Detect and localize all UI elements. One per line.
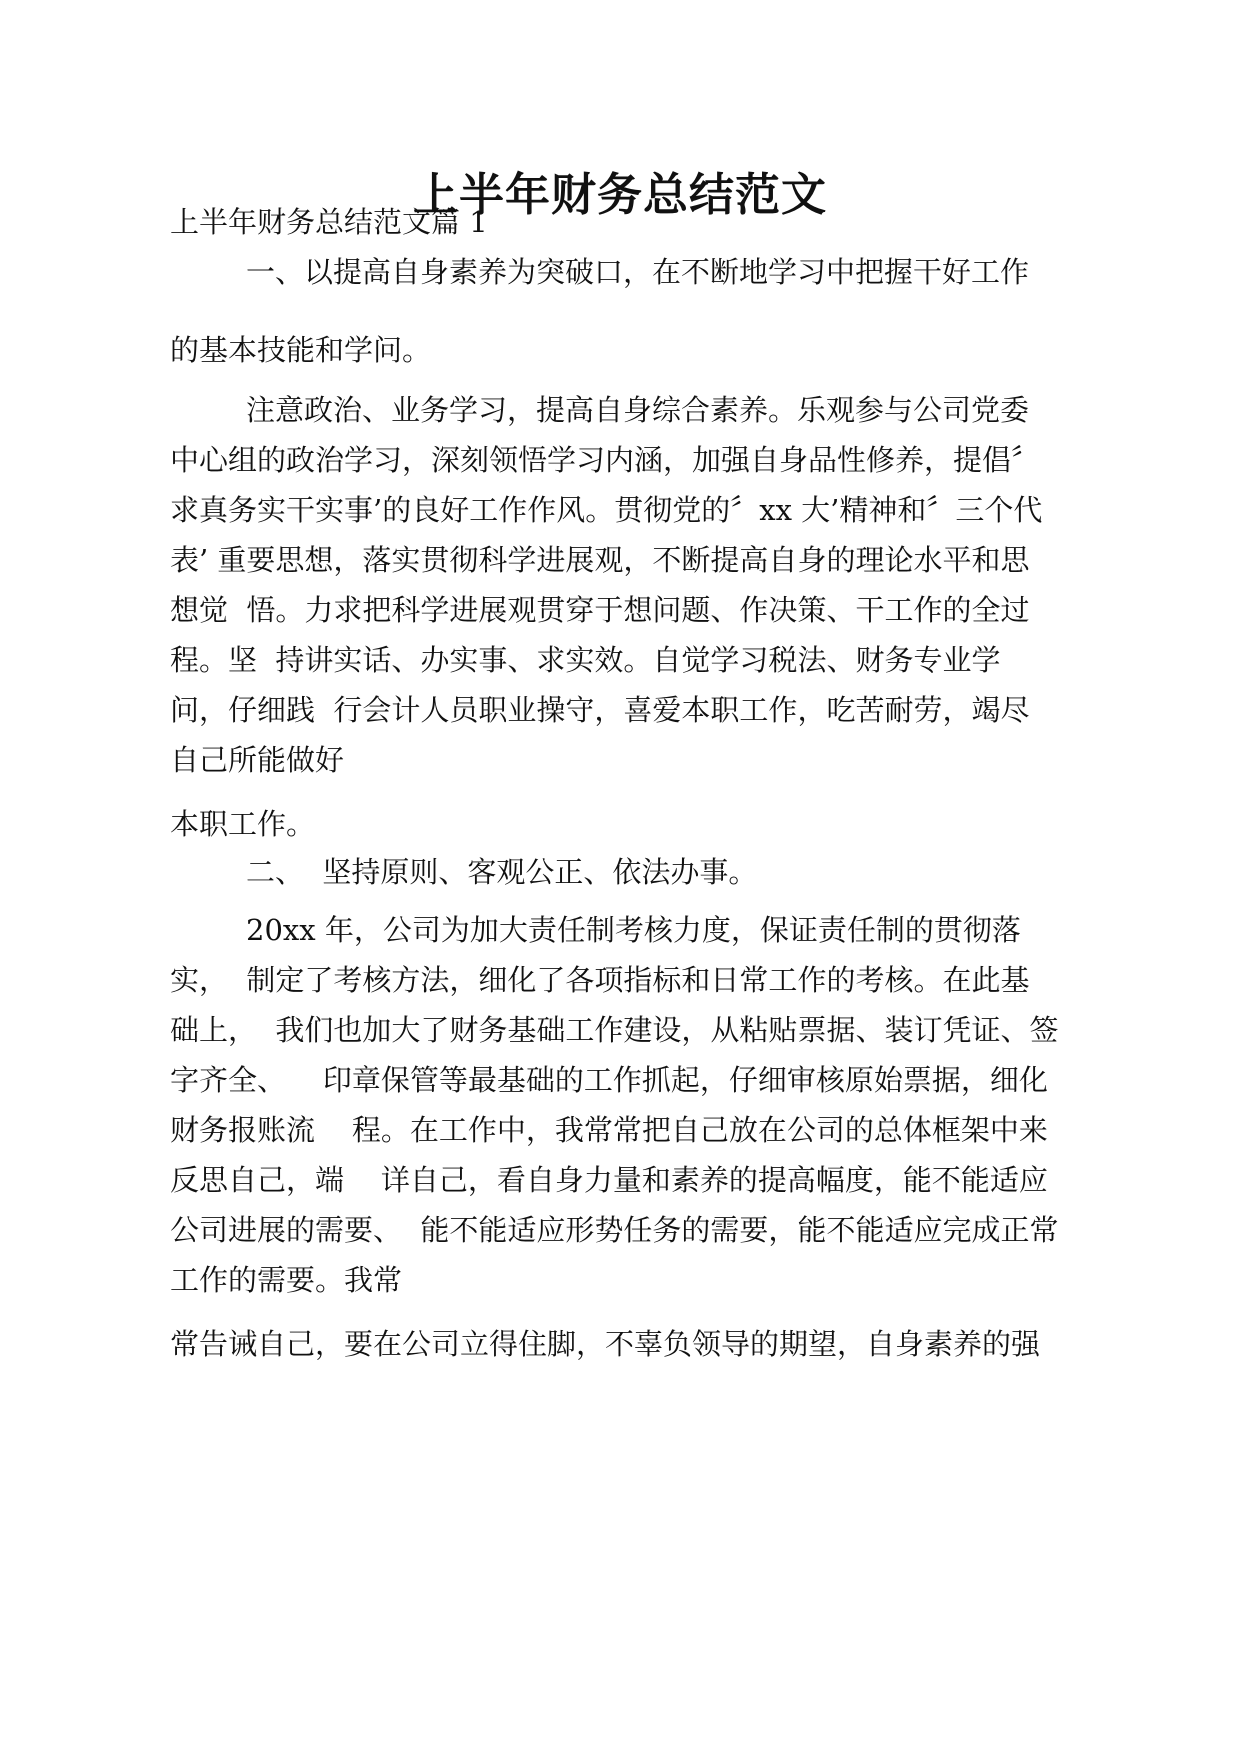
section-heading: 二、 坚持原则、客观公正、依法办事。: [246, 855, 758, 889]
section-heading: 上半年财务总结范文篇 1: [170, 205, 488, 239]
paragraph-line: 反思自己，端 详自己，看自身力量和素养的提高幅度，能不能适应: [170, 1163, 1048, 1197]
paragraph-line: 础上， 我们也加大了财务基础工作建设，从粘贴票据、装订凭证、签: [170, 1013, 1059, 1047]
paragraph-line: 想觉 悟。力求把科学进展观贯穿于想问题、作决策、干工作的全过: [170, 593, 1030, 627]
paragraph-line: 财务报账流 程。在工作中，我常常把自己放在公司的总体框架中来: [170, 1113, 1048, 1147]
paragraph-line: 本职工作。: [170, 807, 316, 841]
paragraph-line: 表’ 重要思想，落实贯彻科学进展观，不断提高自身的理论水平和思: [170, 543, 1030, 577]
paragraph-line: 自己所能做好: [170, 743, 345, 777]
paragraph-line: 工作的需要。我常: [170, 1263, 403, 1297]
paragraph-line: 字齐全、 印章保管等最基础的工作抓起，仔细审核原始票据，细化: [170, 1063, 1048, 1097]
paragraph-line: 公司进展的需要、 能不能适应形势任务的需要，能不能适应完成正常: [170, 1213, 1059, 1247]
paragraph-line: 求真务实干实事’的良好工作作风。贯彻党的〞xx 大’精神和〞三个代: [170, 493, 1043, 527]
paragraph-line: 程。坚 持讲实话、办实事、求实效。自觉学习税法、财务专业学: [170, 643, 1001, 677]
paragraph-line: 一、以提高自身素养为突破口，在不断地学习中把握干好工作: [246, 255, 1030, 289]
paragraph-line: 注意政治、业务学习，提高自身综合素养。乐观参与公司党委: [246, 393, 1030, 427]
paragraph-line: 实， 制定了考核方法，细化了各项指标和日常工作的考核。在此基: [170, 963, 1030, 997]
paragraph-line: 问，仔细践 行会计人员职业操守，喜爱本职工作，吃苦耐劳，竭尽: [170, 693, 1030, 727]
document-title: 上半年财务总结范文: [412, 168, 827, 221]
paragraph-line: 常告诫自己，要在公司立得住脚，不辜负领导的期望，自身素养的强: [170, 1327, 1041, 1361]
paragraph-line: 中心组的政治学习，深刻领悟学习内涵，加强自身品性修养，提倡〞: [170, 443, 1041, 477]
paragraph-line: 的基本技能和学问。: [170, 333, 432, 367]
paragraph-line: 20xx 年，公司为加大责任制考核力度，保证责任制的贯彻落: [246, 913, 1021, 947]
